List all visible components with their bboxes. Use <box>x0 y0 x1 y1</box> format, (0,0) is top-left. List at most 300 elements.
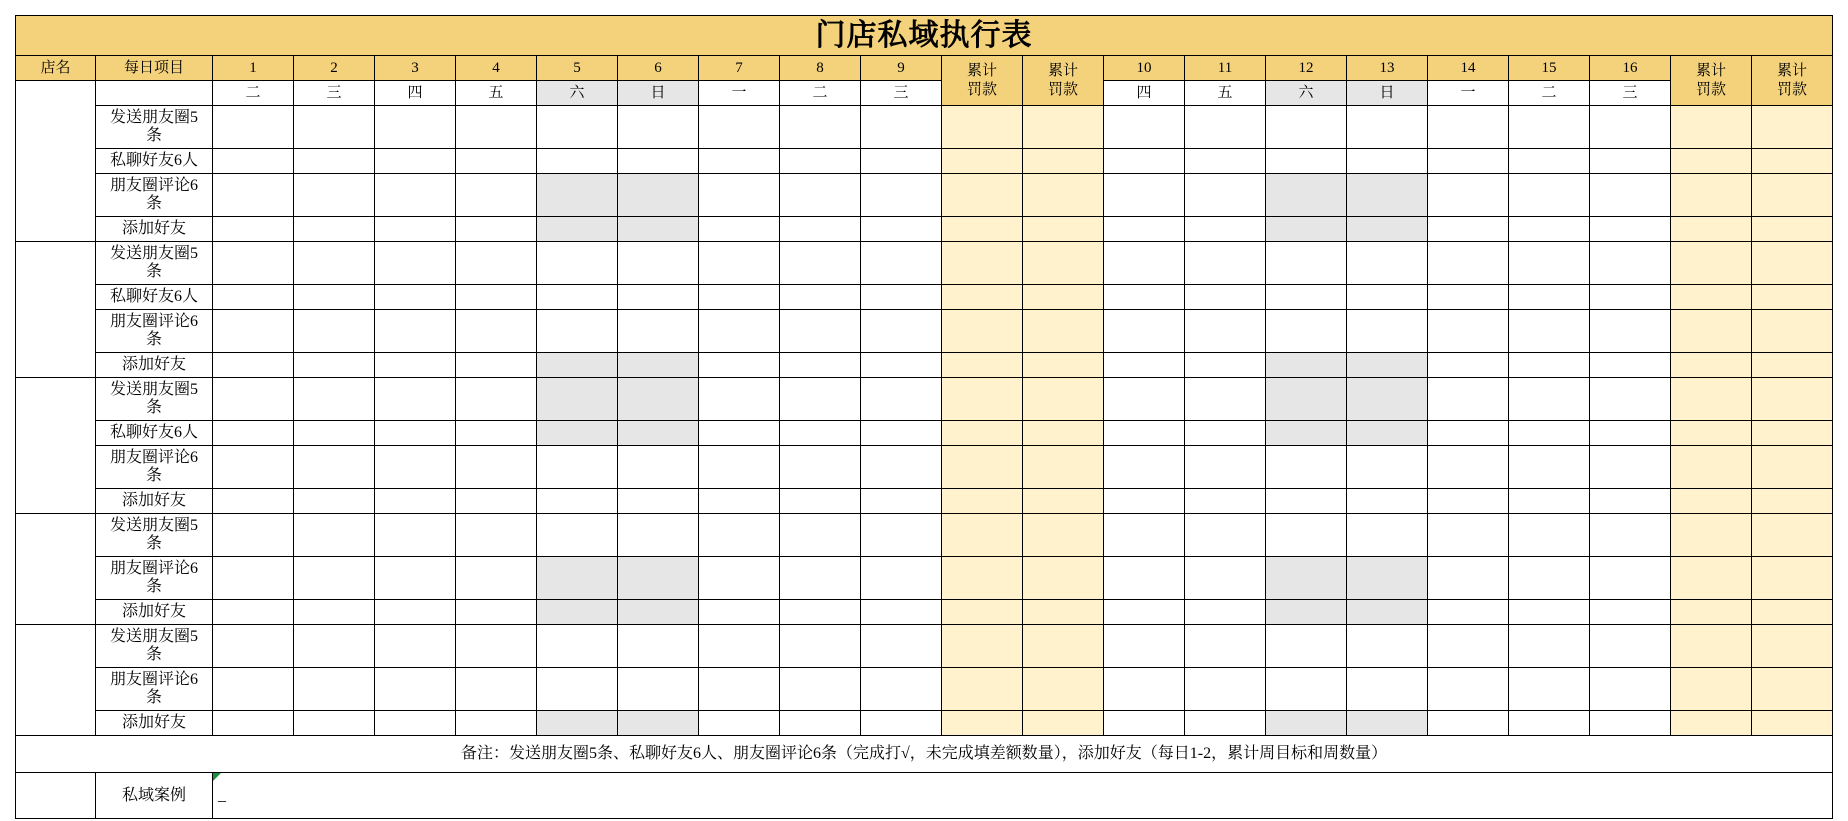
day-cell[interactable] <box>375 514 456 557</box>
weekend-day-cell[interactable] <box>1347 378 1428 421</box>
day-cell[interactable] <box>1428 446 1509 489</box>
day-cell[interactable] <box>699 421 780 446</box>
weekend-day-cell[interactable] <box>618 421 699 446</box>
day-cell[interactable] <box>1590 217 1671 242</box>
day-cell[interactable] <box>375 106 456 149</box>
day-cell[interactable] <box>375 446 456 489</box>
day-cell[interactable] <box>456 489 537 514</box>
penalty-cell[interactable] <box>942 600 1023 625</box>
day-cell[interactable] <box>294 242 375 285</box>
day-cell[interactable] <box>699 106 780 149</box>
penalty-cell[interactable] <box>1023 489 1104 514</box>
day-cell[interactable] <box>1104 557 1185 600</box>
day-cell[interactable] <box>699 600 780 625</box>
day-cell[interactable] <box>456 421 537 446</box>
penalty-cell[interactable] <box>1023 217 1104 242</box>
weekend-day-cell[interactable] <box>1266 600 1347 625</box>
day-cell[interactable] <box>294 514 375 557</box>
penalty-cell[interactable] <box>942 378 1023 421</box>
penalty-cell[interactable] <box>1752 446 1833 489</box>
day-cell[interactable] <box>780 514 861 557</box>
header-day-9[interactable]: 9 <box>861 56 942 81</box>
day-cell[interactable] <box>1509 668 1590 711</box>
day-cell[interactable] <box>780 557 861 600</box>
case-label[interactable]: 私域案例 <box>96 773 213 819</box>
day-cell[interactable] <box>294 668 375 711</box>
day-cell[interactable] <box>213 711 294 736</box>
daily-item-cell[interactable] <box>96 625 213 668</box>
header-day-8[interactable]: 8 <box>780 56 861 81</box>
penalty-cell[interactable] <box>1671 489 1752 514</box>
day-cell[interactable] <box>213 242 294 285</box>
day-cell[interactable] <box>375 668 456 711</box>
day-cell[interactable] <box>1185 600 1266 625</box>
store-name-cell[interactable] <box>16 378 96 514</box>
day-cell[interactable] <box>375 285 456 310</box>
daily-item-cell[interactable] <box>96 557 213 600</box>
weekend-day-cell[interactable] <box>618 174 699 217</box>
day-cell[interactable] <box>699 557 780 600</box>
day-cell[interactable] <box>537 149 618 174</box>
weekday-4[interactable]: 五 <box>456 81 537 106</box>
day-cell[interactable] <box>780 600 861 625</box>
day-cell[interactable] <box>699 353 780 378</box>
day-cell[interactable] <box>861 514 942 557</box>
day-cell[interactable] <box>1104 285 1185 310</box>
day-cell[interactable] <box>537 242 618 285</box>
weekend-day-cell[interactable] <box>537 217 618 242</box>
header-day-5[interactable]: 5 <box>537 56 618 81</box>
day-cell[interactable] <box>1509 378 1590 421</box>
day-cell[interactable] <box>213 378 294 421</box>
store-name-cell[interactable] <box>16 81 96 242</box>
penalty-cell[interactable] <box>1671 353 1752 378</box>
daily-item-cell[interactable] <box>96 217 213 242</box>
day-cell[interactable] <box>1590 557 1671 600</box>
day-cell[interactable] <box>294 711 375 736</box>
day-cell[interactable] <box>1509 353 1590 378</box>
weekend-day-cell[interactable] <box>1266 421 1347 446</box>
day-cell[interactable] <box>1104 310 1185 353</box>
day-cell[interactable] <box>861 174 942 217</box>
weekday-1[interactable]: 二 <box>213 81 294 106</box>
day-cell[interactable] <box>294 557 375 600</box>
day-cell[interactable] <box>780 353 861 378</box>
penalty-cell[interactable] <box>1752 557 1833 600</box>
daily-item-cell[interactable] <box>96 106 213 149</box>
day-cell[interactable] <box>537 446 618 489</box>
weekday-12[interactable]: 六 <box>1266 81 1347 106</box>
day-cell[interactable] <box>1104 625 1185 668</box>
day-cell[interactable] <box>294 149 375 174</box>
header-day-3[interactable]: 3 <box>375 56 456 81</box>
day-cell[interactable] <box>780 217 861 242</box>
penalty-cell[interactable] <box>1671 421 1752 446</box>
penalty-cell[interactable] <box>1023 353 1104 378</box>
penalty-cell[interactable] <box>942 625 1023 668</box>
day-cell[interactable] <box>294 310 375 353</box>
penalty-cell[interactable] <box>1671 446 1752 489</box>
day-cell[interactable] <box>1590 489 1671 514</box>
case-store-cell[interactable] <box>16 773 96 819</box>
day-cell[interactable] <box>699 174 780 217</box>
day-cell[interactable] <box>699 625 780 668</box>
penalty-cell[interactable] <box>942 668 1023 711</box>
weekend-day-cell[interactable] <box>618 217 699 242</box>
penalty-cell[interactable] <box>1023 625 1104 668</box>
header-daily-item[interactable]: 每日项目 <box>96 56 213 81</box>
penalty-cell[interactable] <box>942 557 1023 600</box>
day-cell[interactable] <box>294 625 375 668</box>
day-cell[interactable] <box>1509 310 1590 353</box>
day-cell[interactable] <box>1428 514 1509 557</box>
day-cell[interactable] <box>1590 174 1671 217</box>
day-cell[interactable] <box>1266 285 1347 310</box>
day-cell[interactable] <box>1185 217 1266 242</box>
day-cell[interactable] <box>375 489 456 514</box>
day-cell[interactable] <box>861 446 942 489</box>
day-cell[interactable] <box>1509 149 1590 174</box>
daily-item-cell[interactable] <box>96 378 213 421</box>
day-cell[interactable] <box>375 217 456 242</box>
weekend-day-cell[interactable] <box>1347 600 1428 625</box>
weekday-7[interactable]: 一 <box>699 81 780 106</box>
day-cell[interactable] <box>618 310 699 353</box>
day-cell[interactable] <box>780 174 861 217</box>
day-cell[interactable] <box>537 285 618 310</box>
day-cell[interactable] <box>1185 285 1266 310</box>
store-name-cell[interactable] <box>16 514 96 625</box>
day-cell[interactable] <box>294 378 375 421</box>
day-cell[interactable] <box>1104 446 1185 489</box>
header-penalty-total[interactable] <box>942 56 1023 106</box>
weekend-day-cell[interactable] <box>537 600 618 625</box>
day-cell[interactable] <box>456 242 537 285</box>
header-day-10[interactable]: 10 <box>1104 56 1185 81</box>
day-cell[interactable] <box>1590 353 1671 378</box>
day-cell[interactable] <box>1509 421 1590 446</box>
day-cell[interactable] <box>537 625 618 668</box>
header-store-name[interactable]: 店名 <box>16 56 96 81</box>
header-item-blank[interactable] <box>96 81 213 106</box>
weekday-5[interactable]: 六 <box>537 81 618 106</box>
weekend-day-cell[interactable] <box>1266 174 1347 217</box>
penalty-cell[interactable] <box>1671 514 1752 557</box>
day-cell[interactable] <box>861 353 942 378</box>
day-cell[interactable] <box>861 106 942 149</box>
daily-item-cell[interactable] <box>96 711 213 736</box>
day-cell[interactable] <box>456 353 537 378</box>
day-cell[interactable] <box>861 489 942 514</box>
day-cell[interactable] <box>699 711 780 736</box>
weekend-day-cell[interactable] <box>1266 378 1347 421</box>
day-cell[interactable] <box>780 310 861 353</box>
header-day-11[interactable]: 11 <box>1185 56 1266 81</box>
day-cell[interactable] <box>780 242 861 285</box>
day-cell[interactable] <box>213 625 294 668</box>
day-cell[interactable] <box>699 446 780 489</box>
day-cell[interactable] <box>1104 668 1185 711</box>
weekend-day-cell[interactable] <box>1347 421 1428 446</box>
day-cell[interactable] <box>861 285 942 310</box>
day-cell[interactable] <box>1347 514 1428 557</box>
penalty-cell[interactable] <box>1023 668 1104 711</box>
weekend-day-cell[interactable] <box>1266 557 1347 600</box>
header-day-13[interactable]: 13 <box>1347 56 1428 81</box>
header-penalty-total[interactable] <box>1023 56 1104 106</box>
day-cell[interactable] <box>1185 557 1266 600</box>
day-cell[interactable] <box>1185 625 1266 668</box>
day-cell[interactable] <box>618 446 699 489</box>
penalty-cell[interactable] <box>1752 242 1833 285</box>
day-cell[interactable] <box>1428 711 1509 736</box>
day-cell[interactable] <box>1590 310 1671 353</box>
day-cell[interactable] <box>456 310 537 353</box>
title-cell[interactable] <box>16 16 1833 56</box>
day-cell[interactable] <box>375 174 456 217</box>
day-cell[interactable] <box>1185 353 1266 378</box>
day-cell[interactable] <box>1347 625 1428 668</box>
day-cell[interactable] <box>780 711 861 736</box>
day-cell[interactable] <box>213 217 294 242</box>
day-cell[interactable] <box>1509 600 1590 625</box>
day-cell[interactable] <box>780 446 861 489</box>
weekend-day-cell[interactable] <box>1266 711 1347 736</box>
day-cell[interactable] <box>861 421 942 446</box>
daily-item-cell[interactable] <box>96 446 213 489</box>
day-cell[interactable] <box>618 285 699 310</box>
day-cell[interactable] <box>861 217 942 242</box>
penalty-cell[interactable] <box>1023 106 1104 149</box>
day-cell[interactable] <box>213 421 294 446</box>
day-cell[interactable] <box>861 625 942 668</box>
penalty-cell[interactable] <box>1752 285 1833 310</box>
day-cell[interactable] <box>375 242 456 285</box>
penalty-cell[interactable] <box>1023 446 1104 489</box>
weekend-day-cell[interactable] <box>1347 557 1428 600</box>
day-cell[interactable] <box>1509 242 1590 285</box>
penalty-cell[interactable] <box>1671 378 1752 421</box>
day-cell[interactable] <box>1347 668 1428 711</box>
day-cell[interactable] <box>1428 557 1509 600</box>
day-cell[interactable] <box>1590 711 1671 736</box>
day-cell[interactable] <box>861 711 942 736</box>
penalty-cell[interactable] <box>1752 353 1833 378</box>
penalty-cell[interactable] <box>1671 600 1752 625</box>
header-day-12[interactable]: 12 <box>1266 56 1347 81</box>
day-cell[interactable] <box>1590 514 1671 557</box>
day-cell[interactable] <box>456 668 537 711</box>
day-cell[interactable] <box>1509 557 1590 600</box>
penalty-cell[interactable] <box>1752 625 1833 668</box>
penalty-cell[interactable] <box>942 174 1023 217</box>
weekend-day-cell[interactable] <box>1347 217 1428 242</box>
day-cell[interactable] <box>699 242 780 285</box>
day-cell[interactable] <box>1509 285 1590 310</box>
day-cell[interactable] <box>699 489 780 514</box>
day-cell[interactable] <box>456 557 537 600</box>
penalty-cell[interactable] <box>1671 668 1752 711</box>
weekday-11[interactable]: 五 <box>1185 81 1266 106</box>
day-cell[interactable] <box>213 489 294 514</box>
day-cell[interactable] <box>1104 242 1185 285</box>
daily-item-cell[interactable] <box>96 514 213 557</box>
day-cell[interactable] <box>1266 310 1347 353</box>
day-cell[interactable] <box>780 106 861 149</box>
day-cell[interactable] <box>1347 242 1428 285</box>
day-cell[interactable] <box>537 514 618 557</box>
day-cell[interactable] <box>618 149 699 174</box>
day-cell[interactable] <box>780 149 861 174</box>
penalty-cell[interactable] <box>942 106 1023 149</box>
day-cell[interactable] <box>456 711 537 736</box>
penalty-cell[interactable] <box>1671 106 1752 149</box>
day-cell[interactable] <box>1104 421 1185 446</box>
daily-item-cell[interactable] <box>96 285 213 310</box>
day-cell[interactable] <box>861 668 942 711</box>
weekday-13[interactable]: 日 <box>1347 81 1428 106</box>
day-cell[interactable] <box>537 310 618 353</box>
day-cell[interactable] <box>1185 446 1266 489</box>
day-cell[interactable] <box>1590 106 1671 149</box>
day-cell[interactable] <box>618 489 699 514</box>
day-cell[interactable] <box>1509 174 1590 217</box>
day-cell[interactable] <box>780 489 861 514</box>
day-cell[interactable] <box>1347 285 1428 310</box>
day-cell[interactable] <box>1266 668 1347 711</box>
weekday-9[interactable]: 三 <box>861 81 942 106</box>
day-cell[interactable] <box>1428 421 1509 446</box>
penalty-cell[interactable] <box>1671 310 1752 353</box>
day-cell[interactable] <box>699 217 780 242</box>
day-cell[interactable] <box>1428 242 1509 285</box>
header-day-14[interactable]: 14 <box>1428 56 1509 81</box>
day-cell[interactable] <box>1104 711 1185 736</box>
day-cell[interactable] <box>1185 106 1266 149</box>
day-cell[interactable] <box>1104 378 1185 421</box>
penalty-cell[interactable] <box>1023 149 1104 174</box>
day-cell[interactable] <box>1266 149 1347 174</box>
day-cell[interactable] <box>375 378 456 421</box>
day-cell[interactable] <box>1185 310 1266 353</box>
weekend-day-cell[interactable] <box>1347 174 1428 217</box>
day-cell[interactable] <box>1104 149 1185 174</box>
weekday-10[interactable]: 四 <box>1104 81 1185 106</box>
day-cell[interactable] <box>375 711 456 736</box>
day-cell[interactable] <box>1104 489 1185 514</box>
day-cell[interactable] <box>1590 668 1671 711</box>
weekday-14[interactable]: 一 <box>1428 81 1509 106</box>
day-cell[interactable] <box>1590 625 1671 668</box>
penalty-cell[interactable] <box>1023 310 1104 353</box>
day-cell[interactable] <box>861 600 942 625</box>
penalty-cell[interactable] <box>1023 174 1104 217</box>
header-day-2[interactable]: 2 <box>294 56 375 81</box>
day-cell[interactable] <box>1104 217 1185 242</box>
weekend-day-cell[interactable] <box>537 378 618 421</box>
day-cell[interactable] <box>537 106 618 149</box>
day-cell[interactable] <box>1428 310 1509 353</box>
day-cell[interactable] <box>699 149 780 174</box>
weekend-day-cell[interactable] <box>618 711 699 736</box>
weekend-day-cell[interactable] <box>1347 711 1428 736</box>
penalty-cell[interactable] <box>1671 174 1752 217</box>
weekend-day-cell[interactable] <box>618 600 699 625</box>
day-cell[interactable] <box>1590 149 1671 174</box>
penalty-cell[interactable] <box>1752 106 1833 149</box>
daily-item-cell[interactable] <box>96 421 213 446</box>
penalty-cell[interactable] <box>942 310 1023 353</box>
day-cell[interactable] <box>456 217 537 242</box>
day-cell[interactable] <box>1104 174 1185 217</box>
day-cell[interactable] <box>1185 149 1266 174</box>
day-cell[interactable] <box>1509 217 1590 242</box>
day-cell[interactable] <box>618 668 699 711</box>
day-cell[interactable] <box>1428 600 1509 625</box>
daily-item-cell[interactable] <box>96 310 213 353</box>
weekend-day-cell[interactable] <box>618 378 699 421</box>
day-cell[interactable] <box>1104 600 1185 625</box>
day-cell[interactable] <box>375 310 456 353</box>
penalty-cell[interactable] <box>942 446 1023 489</box>
note-cell[interactable]: 备注：发送朋友圈5条、私聊好友6人、朋友圈评论6条（完成打√，未完成填差额数量），添加好友（每日1-2，累计周目标和周数量） <box>16 736 1833 773</box>
penalty-cell[interactable] <box>1023 378 1104 421</box>
day-cell[interactable] <box>1185 421 1266 446</box>
day-cell[interactable] <box>294 446 375 489</box>
day-cell[interactable] <box>1185 378 1266 421</box>
day-cell[interactable] <box>456 285 537 310</box>
day-cell[interactable] <box>1266 489 1347 514</box>
day-cell[interactable] <box>375 149 456 174</box>
day-cell[interactable] <box>1104 353 1185 378</box>
day-cell[interactable] <box>1590 446 1671 489</box>
weekday-8[interactable]: 二 <box>780 81 861 106</box>
day-cell[interactable] <box>294 174 375 217</box>
day-cell[interactable] <box>294 217 375 242</box>
day-cell[interactable] <box>1185 489 1266 514</box>
penalty-cell[interactable] <box>1671 242 1752 285</box>
weekday-16[interactable]: 三 <box>1590 81 1671 106</box>
penalty-cell[interactable] <box>942 149 1023 174</box>
day-cell[interactable] <box>1428 285 1509 310</box>
penalty-cell[interactable] <box>1752 310 1833 353</box>
day-cell[interactable] <box>861 310 942 353</box>
case-content-cell[interactable] <box>213 773 1833 819</box>
day-cell[interactable] <box>699 310 780 353</box>
day-cell[interactable] <box>1347 489 1428 514</box>
daily-item-cell[interactable] <box>96 242 213 285</box>
penalty-cell[interactable] <box>1671 217 1752 242</box>
day-cell[interactable] <box>1266 106 1347 149</box>
penalty-cell[interactable] <box>1023 242 1104 285</box>
day-cell[interactable] <box>456 625 537 668</box>
day-cell[interactable] <box>780 668 861 711</box>
day-cell[interactable] <box>456 378 537 421</box>
day-cell[interactable] <box>375 421 456 446</box>
day-cell[interactable] <box>618 514 699 557</box>
day-cell[interactable] <box>1590 600 1671 625</box>
day-cell[interactable] <box>1509 489 1590 514</box>
penalty-cell[interactable] <box>1752 600 1833 625</box>
weekend-day-cell[interactable] <box>1266 217 1347 242</box>
day-cell[interactable] <box>213 514 294 557</box>
day-cell[interactable] <box>780 421 861 446</box>
penalty-cell[interactable] <box>1752 489 1833 514</box>
day-cell[interactable] <box>213 353 294 378</box>
day-cell[interactable] <box>294 285 375 310</box>
day-cell[interactable] <box>1266 242 1347 285</box>
day-cell[interactable] <box>456 106 537 149</box>
